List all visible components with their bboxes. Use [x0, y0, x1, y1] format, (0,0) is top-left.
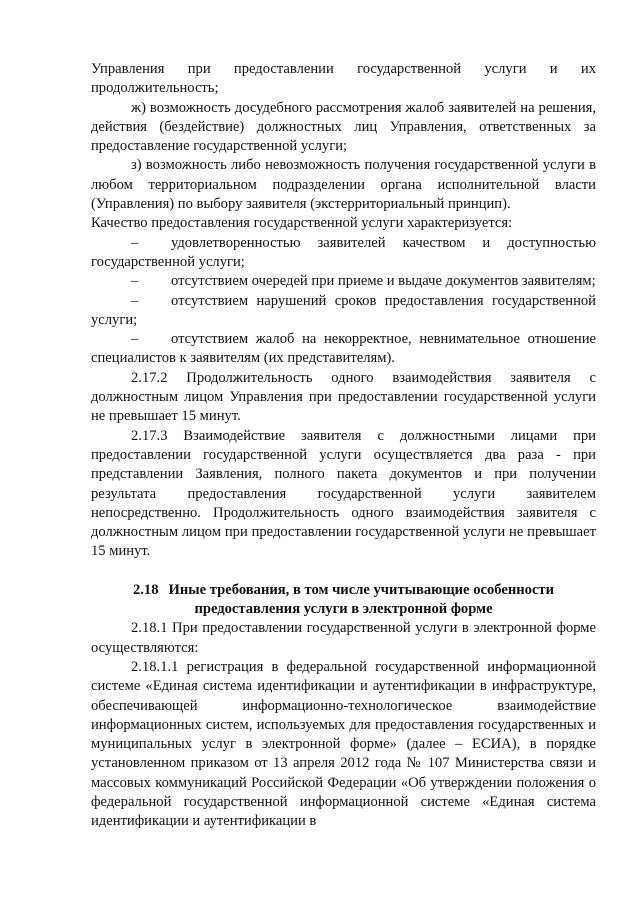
section-number: 2.18	[132, 581, 159, 598]
bullet-text: отсутствием жалоб на некорректное, невнимательное отношение специалистов к заявителям (их представителям).	[91, 331, 596, 367]
paragraph-quality-intro: Качество предоставления государственной услуги характеризуется:	[91, 215, 513, 232]
paragraph-2-17-2: 2.17.2 Продолжительность одного взаимодействия заявителя с должностным лицом Управления при предоставлении государственной услуги не превышает 15 минут.	[91, 369, 596, 425]
bullet-item	[91, 272, 596, 291]
bullet-item	[91, 234, 596, 273]
bullet-text: отсутствием нарушений сроков предоставления государственной услуги;	[91, 292, 596, 328]
section-spacer	[91, 562, 596, 581]
paragraph-2-18-1-1: 2.18.1.1 регистрация в федеральной государственной информационной системе «Единая система идентификации и аутентификации в инфраструктуре, обеспечивающей информационно-технологическое взаимодействие информационных систем, используемых для предоставления государственных и муниципальных услуг в электронной форме» (далее – ЕСИА), в порядке установленном приказом от 13 апреля 2012 года № 107 Министерства связи и массовых коммуникаций Российской Федерации «Об утверждении положения о федеральной государственной информационной системе «Единая система идентификации и аутентификации в	[91, 658, 596, 830]
bullet-text: удовлетворенностью заявителей качеством и доступностью государственной услуги;	[91, 234, 596, 270]
dash-marker: –	[131, 273, 139, 290]
bullet-item	[91, 330, 596, 369]
paragraph-continuation: Управления при предоставлении государственной услуги и их продолжительность;	[91, 61, 596, 97]
section-title-line1: Иные требования, в том числе учитывающие особенности	[168, 581, 555, 598]
document-body	[91, 60, 596, 832]
section-heading	[91, 581, 596, 620]
paragraph-item-z: з) возможность либо невозможность получения государственной услуги в любом территориальном подразделении органа исполнительной власти (Управления) по выбору заявителя (экстерриториальный принцип).	[91, 157, 596, 213]
bullet-text: отсутствием очередей при приеме и выдаче документов заявителям;	[171, 273, 596, 290]
paragraph-2-17-3: 2.17.3 Взаимодействие заявителя с должностными лицами при предоставлении государственной услуги осуществляется два раза - при представлении Заявления, полного пакета документов и при получении результата предоставления государственной услуги заявителем непосредственно. Продолжительность одного взаимодействия заявителя с должностным лицом при предоставлении государственной услуги не превышает 15 минут.	[91, 427, 596, 560]
dash-marker: –	[131, 331, 139, 348]
paragraph-item-zh: ж) возможность досудебного рассмотрения жалоб заявителей на решения, действия (бездействие) должностных лиц Управления, ответственных за предоставление государственной услуги;	[91, 99, 596, 155]
section-title-line2: предоставления услуги в электронной форме	[194, 601, 493, 618]
bullet-item	[91, 292, 596, 331]
paragraph-2-18-1: 2.18.1 При предоставлении государственной услуги в электронной форме осуществляются:	[91, 620, 596, 656]
dash-marker: –	[131, 234, 139, 251]
dash-marker: –	[131, 292, 139, 309]
